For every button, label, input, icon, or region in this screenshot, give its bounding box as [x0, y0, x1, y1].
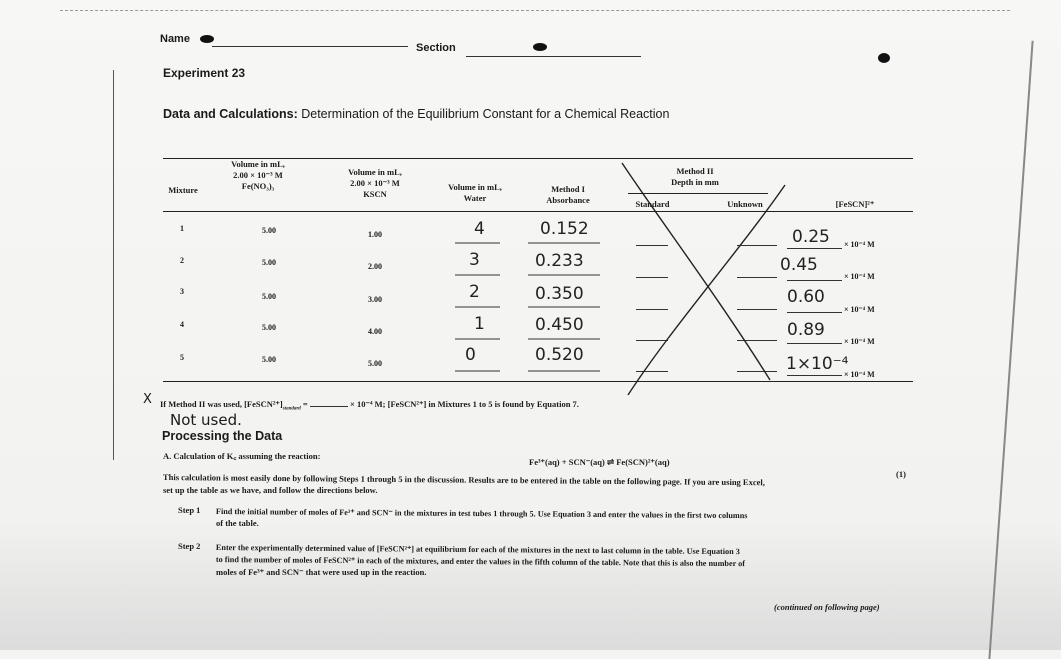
absorbance-value: 0.152: [540, 219, 589, 239]
step1-line-1: Find the initial number of moles of Fe³⁺ and SCN⁻ in the mixtures in test tubes 1 through 5. Use Equation 3 and enter the values in the first two columns: [215, 506, 748, 521]
absorbance-value: 0.350: [535, 284, 584, 304]
step2-line-1: Enter the experimentally determined value of [FeSCN²⁺] at equilibrium for each of the mixtures in the next to last column in the table. Use Equation 3: [215, 542, 740, 557]
fescn-value: 0.25: [792, 227, 830, 247]
mixture-number: 3: [180, 287, 184, 296]
experiment-title: Experiment 23: [163, 66, 246, 80]
intro-line-1: This calculation is most easily done by following Steps 1 through 5 in the discussion. Results are to be entered in the table on the following page. If you are using Excel,: [162, 472, 765, 488]
header-method2: Method II Depth in mm: [671, 166, 719, 187]
water-volume: 4: [474, 219, 485, 239]
step2-label: Step 2: [178, 541, 201, 551]
mixture-number: 5: [180, 353, 184, 362]
section-heading: Processing the Data: [162, 429, 283, 443]
title-bold: Data and Calculations:: [163, 107, 298, 121]
header-fescn: [FeSCN]²⁺: [835, 199, 875, 209]
name-label: Name: [160, 33, 190, 45]
title-rest: Determination of the Equilibrium Constant for a Chemical Reaction: [301, 107, 670, 121]
scn-volume: 4.00: [368, 327, 382, 336]
water-volume: 2: [469, 282, 480, 302]
cross-out-stroke: [622, 163, 770, 380]
continued-note: (continued on following page): [774, 602, 880, 612]
header-water-volume: Volume in mL, Water: [448, 182, 502, 203]
mixture-number: 1: [180, 224, 184, 233]
reaction-equation: Fe³⁺(aq) + SCN⁻(aq) ⇌ Fe(SCN)²⁺(aq): [529, 457, 670, 467]
scn-volume: 3.00: [368, 295, 382, 304]
not-used-handwriting: Not used.: [170, 411, 242, 429]
header-standard: Standard: [635, 199, 670, 209]
cross-out-stroke: [628, 185, 785, 395]
absorbance-value: 0.520: [535, 345, 584, 365]
step1-label: Step 1: [178, 505, 201, 515]
header-scn-volume: Volume in mL, 2.00 × 10⁻³ M KSCN: [348, 167, 402, 199]
mixture-number: 2: [180, 256, 184, 265]
unit-label: × 10⁻⁴ M: [844, 305, 875, 314]
scn-volume: 1.00: [368, 230, 382, 239]
unit-label: × 10⁻⁴ M: [844, 272, 875, 281]
step2-line-2: to find the number of moles of FeSCN²⁺ in each of the mixtures, and enter the values in the fifth column of the table. Note that this is also the number of: [215, 554, 746, 569]
header-mixture: Mixture: [168, 185, 198, 195]
unit-label: × 10⁻⁴ M: [844, 337, 875, 346]
fescn-value: 1×10⁻⁴: [786, 354, 849, 374]
step1-line-2: of the table.: [216, 518, 259, 528]
part-a-label: A. Calculation of K꜀ assuming the reaction:: [163, 451, 321, 461]
intro-line-2: set up the table as we have, and follow the directions below.: [163, 485, 378, 495]
section-label: Section: [416, 42, 456, 54]
x-mark: X: [143, 392, 152, 407]
equation-number: (1): [896, 469, 906, 479]
step2-line-3: moles of Fe³⁺ and SCN⁻ that were used up in the reaction.: [216, 567, 427, 577]
method2-note: If Method II was used, $[FeSCN^{2+}]_{standard}$ = × 10⁻⁴ M; [FeSCN²⁺] in Mixtures 1 to 5 is found by Equation 7.: [160, 399, 579, 412]
fe-volume: 5.00: [262, 226, 276, 235]
header-method1: Method I Absorbance: [546, 184, 590, 205]
fescn-value: 0.45: [780, 255, 818, 275]
header-fe-volume: Volume in mL, 2.00 × 10⁻³ M Fe(NO₃)₃: [231, 159, 285, 191]
scn-volume: 2.00: [368, 262, 382, 271]
mixture-number: 4: [180, 320, 184, 329]
absorbance-value: 0.233: [535, 251, 584, 271]
unit-label: × 10⁻⁴ M: [844, 370, 875, 379]
standard-conc-blank[interactable]: [310, 406, 348, 407]
water-volume: 3: [469, 250, 480, 270]
fe-volume: 5.00: [262, 292, 276, 301]
unit-label: × 10⁻⁴ M: [844, 240, 875, 249]
absorbance-value: 0.450: [535, 315, 584, 335]
water-volume: 0: [465, 345, 476, 365]
fe-volume: 5.00: [262, 355, 276, 364]
header-unknown: Unknown: [727, 199, 763, 209]
fe-volume: 5.00: [262, 258, 276, 267]
fe-volume: 5.00: [262, 323, 276, 332]
water-volume: 1: [474, 314, 485, 334]
fescn-value: 0.60: [787, 287, 825, 307]
scn-volume: 5.00: [368, 359, 382, 368]
fescn-value: 0.89: [787, 320, 825, 340]
